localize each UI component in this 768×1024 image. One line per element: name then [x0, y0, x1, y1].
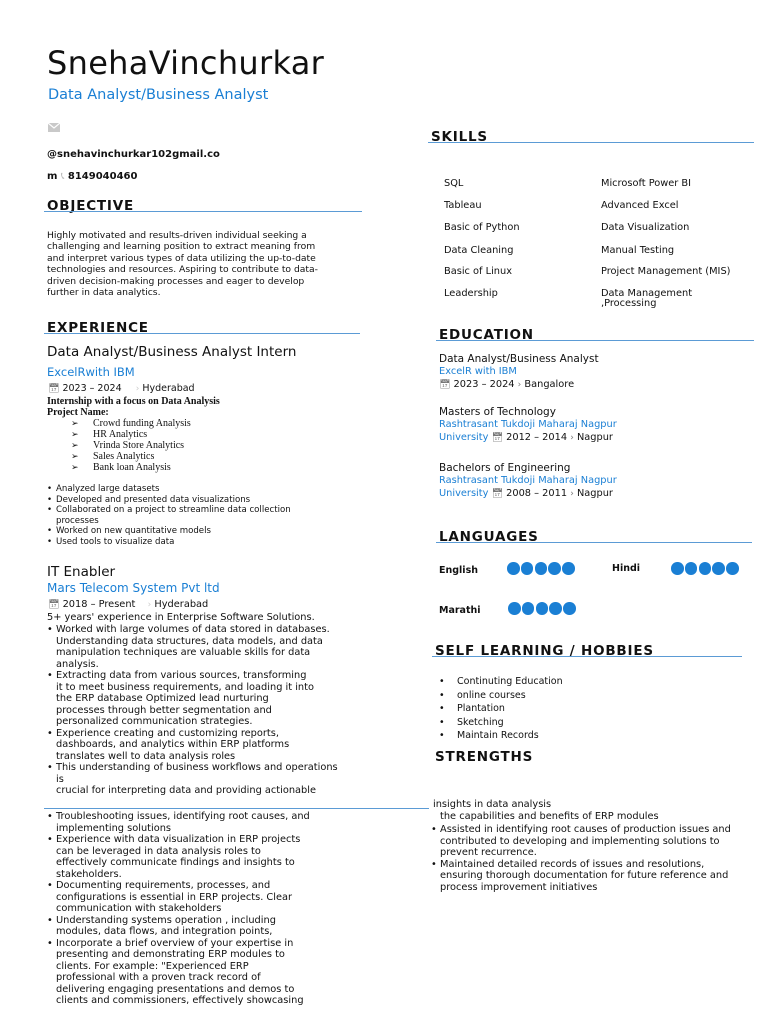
education-dates-row	[439, 488, 613, 499]
skill-dot	[507, 562, 520, 575]
hobby-item: • online courses	[439, 689, 563, 703]
skill-item: Leadership	[444, 288, 498, 299]
bullet-item	[431, 824, 761, 859]
location-pin-icon: ›	[570, 489, 574, 499]
objective-line: Highly motivated and results-driven individual seeking a	[47, 230, 307, 241]
location-pin-icon: ›	[147, 600, 152, 610]
bullet-item	[47, 484, 367, 495]
skills-rule	[428, 142, 754, 143]
calendar-icon: 📅︎	[439, 380, 451, 390]
skill-item: Data Visualization	[601, 222, 690, 233]
bullet-text: • Worked with large volumes of data stored in databases.	[56, 624, 330, 635]
objective-text	[47, 230, 367, 298]
job1-dates: 2023 – 2024	[62, 383, 122, 394]
language-name: Marathi	[439, 605, 481, 616]
skill-item: Advanced Excel	[601, 200, 679, 211]
bullet-text: analysis.	[56, 658, 99, 670]
skill-dot	[685, 562, 698, 575]
education-degree: Masters of Technology	[439, 406, 556, 418]
education-location: Bangalore	[521, 379, 575, 390]
bullet-item	[47, 834, 377, 880]
education-rule	[436, 340, 754, 341]
job2-bullet-list-b	[47, 811, 377, 1007]
education-location: Nagpur	[573, 432, 613, 443]
hobby-item: • Sketching	[439, 716, 563, 730]
hobby-list	[439, 675, 563, 743]
location-pin-icon: ›	[135, 384, 140, 394]
education-school: Rashtrasant Tukdoji Maharaj Nagpur	[439, 475, 617, 486]
education-school-cont: University	[439, 432, 489, 443]
objective-line: challenging and learning position to extract meaning from	[47, 241, 316, 253]
bullet-text: • Maintained detailed records of issues and resolutions,	[440, 858, 705, 870]
job1-project-list	[71, 418, 191, 473]
bullet-text: • Understanding systems operation , including	[56, 914, 276, 926]
education-heading: EDUCATION	[439, 327, 534, 343]
skill-dot	[563, 602, 576, 615]
job1-company: ExcelRwith IBM	[47, 365, 135, 379]
skill-dot	[522, 602, 535, 615]
bullet-item	[47, 811, 377, 834]
bullet-text: crucial for interpreting data and providing actionable	[56, 785, 317, 796]
language-level-english	[507, 558, 576, 577]
education-dates: 2008 – 2011	[502, 488, 571, 499]
job1-title: Data Analyst/Business Analyst Intern	[47, 344, 297, 360]
hobbies-heading: SELF LEARNING / HOBBIES	[435, 643, 654, 659]
bullet-text: • Extracting data from various sources, transforming	[56, 670, 307, 681]
education-degree: Bachelors of Engineering	[439, 462, 571, 474]
skill-dot	[521, 562, 534, 575]
envelope-icon	[48, 123, 60, 132]
skill-dot	[562, 562, 575, 575]
job1-focus: Internship with a focus on Data Analysis	[47, 396, 220, 407]
calendar-icon: 📅︎	[48, 384, 60, 394]
project-item: ➢ Vrinda Store Analytics	[71, 440, 191, 451]
bullet-item	[431, 859, 761, 894]
bullet-text: modules, data flows, and integration points,	[56, 926, 273, 937]
bullet-item	[47, 728, 377, 763]
bullet-text: stakeholders.	[56, 868, 122, 880]
bullet-text: configurations is essential in ERP projects. Clear	[56, 891, 293, 903]
objective-heading: OBJECTIVE	[47, 198, 135, 214]
bullet-text: • Incorporate a brief overview of your expertise in	[56, 937, 294, 949]
skill-dot	[548, 562, 561, 575]
candidate-name: SnehaVinchurkar	[47, 44, 325, 82]
bullet-text: ensuring thorough documentation for future reference and	[440, 870, 729, 882]
bullet-text: • Used tools to visualize data	[56, 536, 175, 547]
education-dates: 2012 – 2014	[502, 432, 571, 443]
skill-dot	[712, 562, 725, 575]
skill-item: Manual Testing	[601, 245, 675, 256]
skill-item: Basic of Python	[444, 222, 520, 233]
bullet-text: effectively communicate findings and insights to	[56, 857, 295, 868]
bullet-text: prevent recurrence.	[440, 847, 537, 859]
bullet-item	[47, 537, 367, 548]
bullet-text: communication with stakeholders	[56, 903, 222, 914]
bullet-text: the ERP database Optimized lead nurturing	[56, 693, 269, 704]
calendar-icon: 📅︎	[491, 489, 503, 499]
bullet-text: contributed to developing and implementing solutions to	[440, 835, 720, 847]
skill-item: Data Management	[601, 288, 693, 299]
bullet-text: is	[56, 773, 64, 785]
bullet-text: can be leveraged in data analysis roles to	[56, 845, 261, 857]
objective-rule	[44, 211, 362, 212]
phone-icon: 📞︎	[60, 171, 65, 182]
project-item: ➢ HR Analytics	[71, 429, 191, 440]
job2-dates-row	[48, 599, 208, 610]
skill-item: Project Management (MIS)	[601, 266, 731, 277]
skill-dot	[536, 602, 549, 615]
skills-heading: SKILLS	[431, 129, 488, 145]
language-level-marathi	[508, 598, 577, 617]
strengths-bullet-list	[431, 824, 761, 894]
bullet-text: processes	[56, 515, 99, 526]
location-pin-icon: ›	[517, 380, 522, 390]
bullet-item	[47, 505, 367, 526]
objective-line: further in data analytics.	[47, 287, 161, 299]
strengths-line: insights in data analysis	[433, 799, 552, 810]
bullet-item	[47, 915, 377, 938]
skill-item: Data Cleaning	[444, 245, 514, 256]
project-item: ➢ Bank loan Analysis	[71, 462, 191, 473]
skill-item: Microsoft Power BI	[601, 178, 692, 189]
bullet-text: dashboards, and analytics within ERP platforms	[56, 739, 290, 750]
bullet-text: • Assisted in identifying root causes of production issues and	[440, 824, 731, 835]
skill-item: SQL	[444, 178, 464, 189]
bullet-text: • This understanding of business workflows and operations	[56, 762, 338, 773]
bullet-text: delivering engaging presentations and demos to	[56, 983, 295, 995]
job2-company: Mars Telecom System Pvt ltd	[47, 581, 220, 595]
bullet-text: • Worked on new quantitative models	[56, 526, 211, 537]
location-pin-icon: ›	[570, 433, 574, 443]
bullet-text: Understanding data structures, data models, and data	[56, 635, 323, 647]
bullet-text: clients. For example: "Experienced ERP	[56, 960, 249, 972]
language-level-hindi	[671, 558, 740, 577]
bullet-text: • Developed and presented data visualizations	[56, 494, 251, 505]
bullet-item	[47, 624, 377, 670]
bullet-text: • Documenting requirements, processes, and	[56, 880, 271, 891]
skill-dot	[549, 602, 562, 615]
strengths-heading: STRENGTHS	[435, 749, 534, 765]
objective-line: technologies and resources. Aspiring to contribute to data-	[47, 264, 318, 276]
job1-project-label: Project Name:	[47, 407, 109, 418]
job2-location: Hyderabad	[154, 599, 209, 610]
bullet-text: implementing solutions	[56, 822, 172, 834]
bullet-text: processes through better segmentation and	[56, 704, 272, 716]
language-name: English	[439, 565, 478, 576]
skill-item: ,Processing	[601, 298, 657, 309]
education-school: ExcelR with IBM	[439, 366, 517, 377]
bullet-text: • Experience creating and customizing reports,	[56, 727, 279, 739]
bullet-text: translates well to data analysis roles	[56, 750, 236, 762]
skill-dot	[671, 562, 684, 575]
bullet-item	[47, 526, 367, 537]
job1-location: Hyderabad	[142, 383, 195, 394]
job1-dates-row	[48, 384, 195, 395]
education-dates-row	[439, 432, 613, 443]
bullet-text: • Analyzed large datasets	[56, 484, 160, 494]
skill-item: Basic of Linux	[444, 266, 513, 277]
phone-number: 8149040460	[67, 171, 138, 182]
job2-title: IT Enabler	[47, 564, 116, 580]
bullet-text: professional with a proven track record of	[56, 972, 261, 983]
bullet-text: process improvement initiatives	[440, 881, 598, 893]
bullet-text: it to meet business requirements, and loading it into	[56, 681, 314, 693]
education-dates-row	[439, 379, 574, 390]
phone-row	[47, 171, 137, 182]
bullet-text: clients and commissioners, effectively showcasing	[56, 995, 304, 1006]
objective-line: and interpret various types of data utilizing the up-to-date	[47, 252, 316, 264]
experience-rule	[44, 333, 360, 334]
education-school-cont: University	[439, 488, 489, 499]
job-title: Data Analyst/Business Analyst	[48, 87, 269, 103]
languages-rule	[436, 542, 752, 543]
languages-heading: LANGUAGES	[439, 529, 539, 545]
bullet-text: • Collaborated on a project to streamline data collection	[56, 505, 291, 516]
job2-intro: 5+ years' experience in Enterprise Software Solutions.	[47, 612, 315, 623]
hobby-item: • Maintain Records	[439, 729, 563, 743]
calendar-icon: 📅︎	[48, 600, 60, 610]
skill-dot	[699, 562, 712, 575]
education-dates: 2023 – 2024	[450, 379, 518, 390]
education-location: Nagpur	[573, 488, 613, 499]
bullet-item	[47, 880, 377, 915]
bullet-item	[47, 938, 377, 1007]
skill-dot	[508, 602, 521, 615]
job2-bullet-list-a	[47, 624, 377, 797]
hobby-item: • Continuting Education	[439, 675, 563, 689]
bullet-text: • Troubleshooting issues, identifying root causes, and	[56, 811, 310, 822]
bullet-item	[47, 762, 377, 797]
project-item: ➢ Sales Analytics	[71, 451, 191, 462]
bullet-text: personalized communication strategies.	[56, 716, 253, 727]
skill-item: Tableau	[444, 200, 482, 211]
bullet-item	[47, 670, 377, 728]
language-name: Hindi	[612, 563, 641, 574]
bullet-text: presenting and demonstrating ERP modules to	[56, 949, 285, 960]
job2-dates: 2018 – Present	[62, 599, 136, 610]
strengths-line: the capabilities and benefits of ERP modules	[440, 811, 659, 822]
bullet-text: • Experience with data visualization in ERP projects	[56, 834, 301, 845]
skill-dot	[726, 562, 739, 575]
experience-heading: EXPERIENCE	[47, 320, 149, 336]
phone-prefix: m	[47, 171, 58, 182]
project-item: ➢ Crowd funding Analysis	[71, 418, 191, 429]
job1-bullet-list	[47, 484, 367, 548]
hobby-item: • Plantation	[439, 702, 563, 716]
education-degree: Data Analyst/Business Analyst	[439, 353, 599, 365]
email-link[interactable]: @snehavinchurkar102gmail.co	[47, 149, 220, 160]
bullet-text: manipulation techniques are valuable skills for data	[56, 647, 311, 658]
hobbies-rule	[432, 656, 742, 657]
skill-dot	[535, 562, 548, 575]
column-break-rule	[44, 808, 429, 809]
education-school: Rashtrasant Tukdoji Maharaj Nagpur	[439, 419, 617, 430]
objective-line: driven decision-making processes and eager to develop	[47, 275, 305, 287]
bullet-item	[47, 495, 367, 506]
calendar-icon: 📅︎	[491, 433, 503, 443]
